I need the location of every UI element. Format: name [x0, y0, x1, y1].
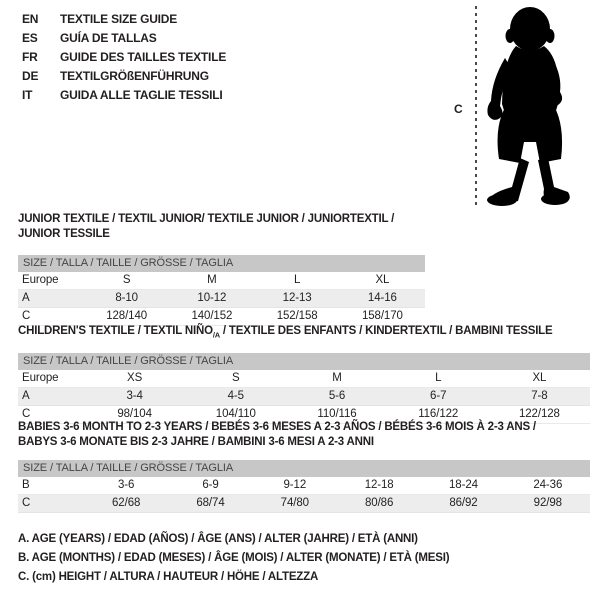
- babies-textile-section: [18, 420, 590, 513]
- table-cell: XL: [532, 372, 547, 385]
- table-cell: 86/92: [449, 497, 478, 509]
- table-cell: 14-16: [367, 292, 397, 304]
- table-cell: 158/170: [361, 310, 403, 322]
- baby-figure: [440, 0, 600, 215]
- table-row: [18, 495, 590, 513]
- guide-title: GUÍA DE TALLAS: [60, 31, 157, 45]
- row-label: Europe: [22, 372, 59, 385]
- row-label: C: [22, 408, 31, 421]
- table-cell: XL: [375, 274, 390, 286]
- guide-title: TEXTILE SIZE GUIDE: [60, 12, 178, 26]
- legend-row: [22, 48, 226, 67]
- language-code: FR: [22, 50, 38, 64]
- table-cell: 6-7: [430, 390, 447, 403]
- guide-title: GUIDE DES TAILLES TEXTILE: [60, 50, 227, 64]
- legend-row: [22, 86, 226, 105]
- table-cell: 104/110: [215, 408, 256, 421]
- table-cell: 110/116: [317, 408, 357, 421]
- size-header-bar: SIZE / TALLA / TAILLE / GRÖSSE / TAGLIA: [18, 353, 590, 370]
- table-cell: 5-6: [328, 390, 346, 403]
- table-cell: 116/122: [418, 408, 459, 421]
- table-cell: 4-5: [227, 390, 244, 403]
- row-label: C: [22, 310, 31, 322]
- junior-textile-section: [18, 212, 425, 326]
- section-title: BABIES 3-6 MONTH TO 2-3 YEARS / BEBÉS 3-6 MESES A 2-3 AÑOS / BÉBÉS 3-6 MOIS À 2-3 ANS / BABYS 3-6 MONATE BIS 2-3 JAHRE / BAMBINI 3-6 MESI A 2-3 ANNI: [18, 421, 536, 448]
- table-cell: 80/86: [365, 497, 394, 509]
- table-cell: 12-13: [282, 292, 312, 304]
- table-cell: 8-10: [115, 292, 138, 304]
- table-cell: 3-4: [126, 390, 143, 403]
- table-row: [18, 272, 425, 290]
- table-cell: 10-12: [197, 292, 227, 304]
- row-label: Europe: [22, 274, 59, 286]
- table-cell: 12-18: [364, 479, 394, 491]
- legend-row: [22, 10, 226, 29]
- table-cell: 122/128: [518, 408, 560, 421]
- table-cell: 68/74: [196, 497, 225, 509]
- language-code: DE: [22, 69, 39, 83]
- table-row: [18, 370, 590, 388]
- table-cell: L: [293, 274, 301, 286]
- size-table: [18, 370, 590, 424]
- language-code: EN: [22, 12, 39, 26]
- language-code: ES: [22, 31, 38, 45]
- legend-row: [22, 29, 226, 48]
- childrens-textile-section: [18, 324, 590, 424]
- row-label: A: [22, 292, 30, 304]
- section-title: CHILDREN'S TEXTILE / TEXTIL $NIÑO_{/A}$ / TEXTILE DES ENFANTS / KINDERTEXTIL / BAMBINI TESSILE: [18, 325, 553, 340]
- guide-title: GUIDA ALLE TAGLIE TESSILI: [60, 88, 223, 102]
- table-cell: 24-36: [533, 479, 563, 491]
- size-table: [18, 272, 425, 326]
- guide-title: TEXTILGRÖßENFÜHRUNG: [60, 69, 209, 83]
- table-cell: 128/140: [106, 310, 148, 322]
- table-cell: XS: [127, 372, 143, 385]
- table-cell: 98/104: [117, 408, 152, 421]
- table-cell: 3-6: [118, 479, 135, 491]
- height-dashed-line: [475, 6, 477, 208]
- table-cell: 18-24: [449, 479, 478, 491]
- footnotes: [18, 530, 449, 587]
- row-label: B: [22, 479, 30, 491]
- size-header-bar: SIZE / TALLA / TAILLE / GRÖSSE / TAGLIA: [18, 460, 590, 477]
- footnote-line: C. (cm) HEIGHT / ALTURA / HAUTEUR / HÖHE / ALTEZZA: [18, 571, 319, 583]
- table-cell: S: [232, 372, 240, 385]
- row-label: C: [22, 497, 31, 509]
- footnote-line: A. AGE (YEARS) / EDAD (AÑOS) / ÂGE (ANS) / ALTER (JAHRE) / ETÀ (ANNI): [18, 533, 418, 545]
- footnote-line: B. AGE (MONTHS) / EDAD (MESES) / ÂGE (MOIS) / ALTER (MONATE) / ETÀ (MESI): [18, 552, 450, 564]
- size-header-bar: SIZE / TALLA / TAILLE / GRÖSSE / TAGLIA: [18, 255, 425, 272]
- language-legend: [22, 10, 226, 105]
- table-cell: L: [435, 372, 442, 385]
- table-row: [18, 388, 590, 406]
- table-cell: 6-9: [202, 479, 219, 491]
- table-cell: M: [207, 274, 217, 286]
- table-cell: 7-8: [531, 390, 548, 403]
- size-table: [18, 477, 590, 513]
- table-cell: S: [122, 274, 131, 286]
- baby-silhouette-icon: [484, 2, 588, 212]
- table-cell: 140/152: [191, 310, 233, 322]
- table-cell: 152/158: [276, 310, 318, 322]
- language-code: IT: [22, 88, 33, 102]
- table-row: [18, 477, 590, 495]
- height-measure-label: C: [454, 102, 463, 116]
- row-label: A: [22, 390, 30, 403]
- legend-row: [22, 67, 226, 86]
- table-cell: M: [332, 372, 342, 385]
- table-row: [18, 290, 425, 308]
- table-cell: 92/98: [533, 497, 562, 509]
- table-cell: 74/80: [280, 497, 309, 509]
- table-cell: 62/68: [112, 497, 141, 509]
- section-title: JUNIOR TEXTILE / TEXTIL JUNIOR/ TEXTILE JUNIOR / JUNIORTEXTIL / JUNIOR TESSILE: [18, 213, 395, 240]
- table-cell: 9-12: [283, 479, 307, 491]
